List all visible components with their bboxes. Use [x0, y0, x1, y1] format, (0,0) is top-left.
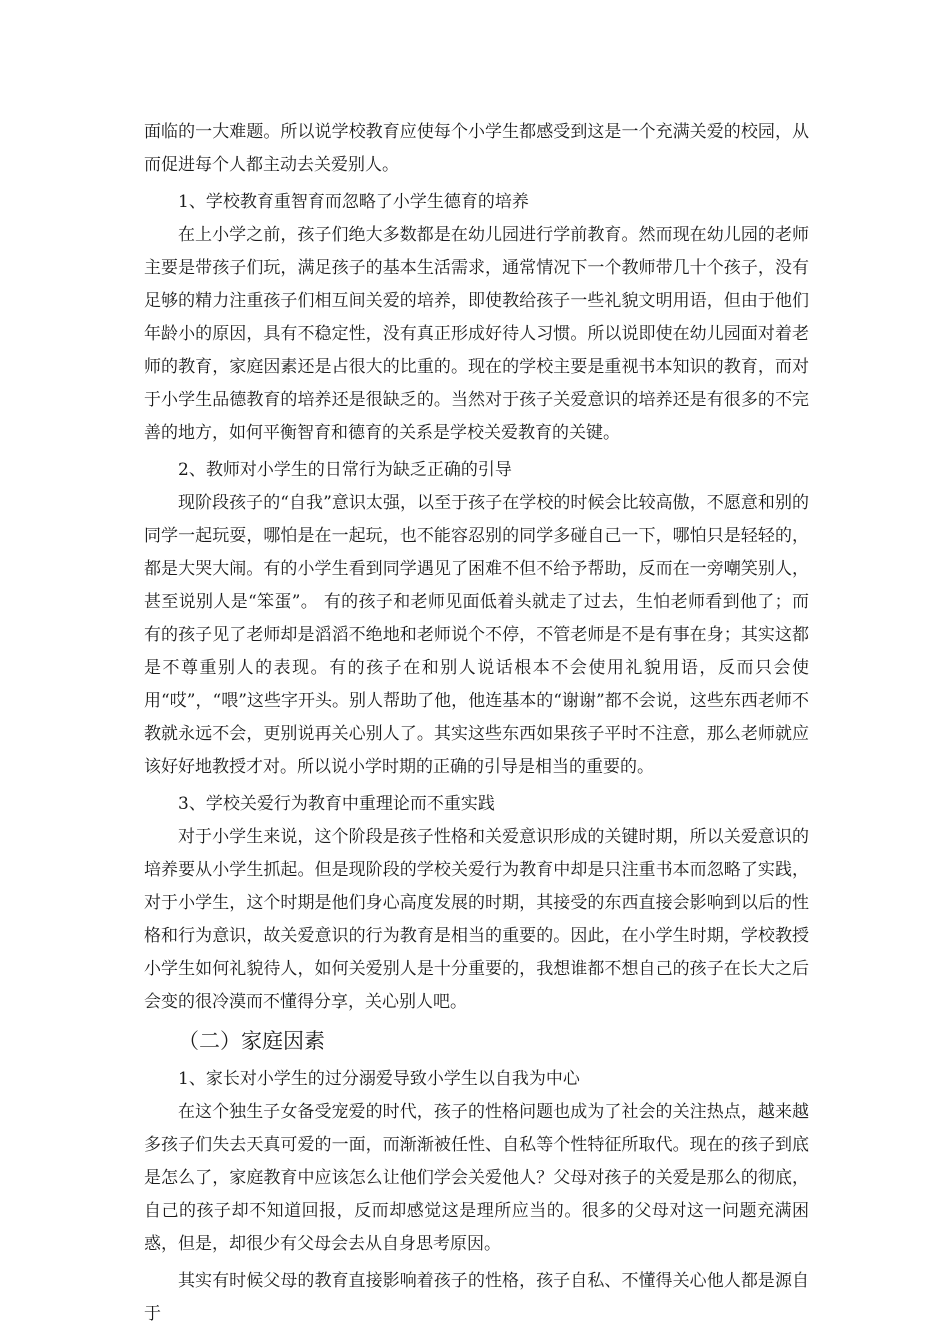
paragraph: 在上小学之前，孩子们绝大多数都是在幼儿园进行学前教育。然而现在幼儿园的老师主要是带孩子们玩，满足孩子的基本生活需求，通常情况下一个教师带几十个孩子，没有足够的精力注重孩子们相互间关爱的培养，即使教给孩子一些礼貌文明用语，但由于他们年龄小的原因，具有不稳定性，没有真正形成好待人习惯。所以说即使在幼儿园面对着老师的教育，家庭因素还是占很大的比重的。现在的学校主要是重视书本知识的教育，而对于小学生品德教育的培养还是很缺乏的。当然对于孩子关爱意识的培养还是有很多的不完善的地方，如何平衡智育和德育的关系是学校关爱教育的关键。: [144, 225, 809, 443]
subheading-2: 2、教师对小学生的日常行为缺乏正确的引导: [178, 460, 512, 480]
subheading-3: 3、学校关爱行为教育中重理论而不重实践: [178, 794, 495, 814]
subheading-1: 1、学校教育重智育而忽略了小学生德育的培养: [178, 192, 529, 212]
paragraph: 现阶段孩子的“自我”意识太强，以至于孩子在学校的时候会比较高傲，不愿意和别的同学一起玩耍，哪怕是在一起玩，也不能容忍别的同学多碰自己一下，哪怕只是轻轻的，都是大哭大闹。有的小学生看到同学遇见了困难不但不给予帮助，反而在一旁嘲笑别人，甚至说别人是“笨蛋”。 有的孩子和老师见面低着头就走了过去，生怕老师看到他了；而有的孩子见了老师却是滔滔不绝地和老师说个不停，不管老师是不是有事在身；其实这都是不尊重别人的表现。有的孩子在和别人说话根本不会使用礼貌用语，反而只会使用“哎”，“喂”这些字开头。别人帮助了他，他连基本的“谢谢”都不会说，这些东西老师不教就永远不会，更别说再关心别人了。其实这些东西如果孩子平时不注意，那么老师就应该好好地教授才对。所以说小学时期的正确的引导是相当的重要的。: [144, 493, 809, 777]
paragraph: 对于小学生来说，这个阶段是孩子性格和关爱意识形成的关键时期，所以关爱意识的培养要从小学生抓起。但是现阶段的学校关爱行为教育中却是只注重书本而忽略了实践，对于小学生，这个时期是他们身心高度发展的时期，其接受的东西直接会影响到以后的性格和行为意识，故关爱意识的行为教育是相当的重要的。因此，在小学生时期，学校教授小学生如何礼貌待人，如何关爱别人是十分重要的，我想谁都不想自己的孩子在长大之后会变的很冷漠而不懂得分享，关心别人吧。: [144, 827, 809, 1012]
section-title-family-factors: （二）家庭因素: [178, 1029, 325, 1053]
paragraph-continued: 面临的一大难题。所以说学校教育应使每个小学生都感受到这是一个充满关爱的校园，从而促进每个人都主动去关爱别人。: [144, 122, 809, 175]
document-page: [144, 116, 809, 1331]
subheading-family-1: 1、家长对小学生的过分溺爱导致小学生以自我为中心: [178, 1069, 580, 1089]
paragraph: 在这个独生子女备受宠爱的时代，孩子的性格问题也成为了社会的关注热点，越来越多孩子们失去天真可爱的一面，而渐渐被任性、自私等个性特征所取代。现在的孩子到底是怎么了，家庭教育中应该怎么让他们学会关爱他人？父母对孩子的关爱是那么的彻底，自己的孩子却不知道回报，反而却感觉这是理所应当的。很多的父母对这一问题充满困惑，但是，却很少有父母会去从自身思考原因。: [144, 1102, 809, 1254]
paragraph: 其实有时候父母的教育直接影响着孩子的性格，孩子自私、不懂得关心他人都是源自于: [144, 1271, 809, 1324]
